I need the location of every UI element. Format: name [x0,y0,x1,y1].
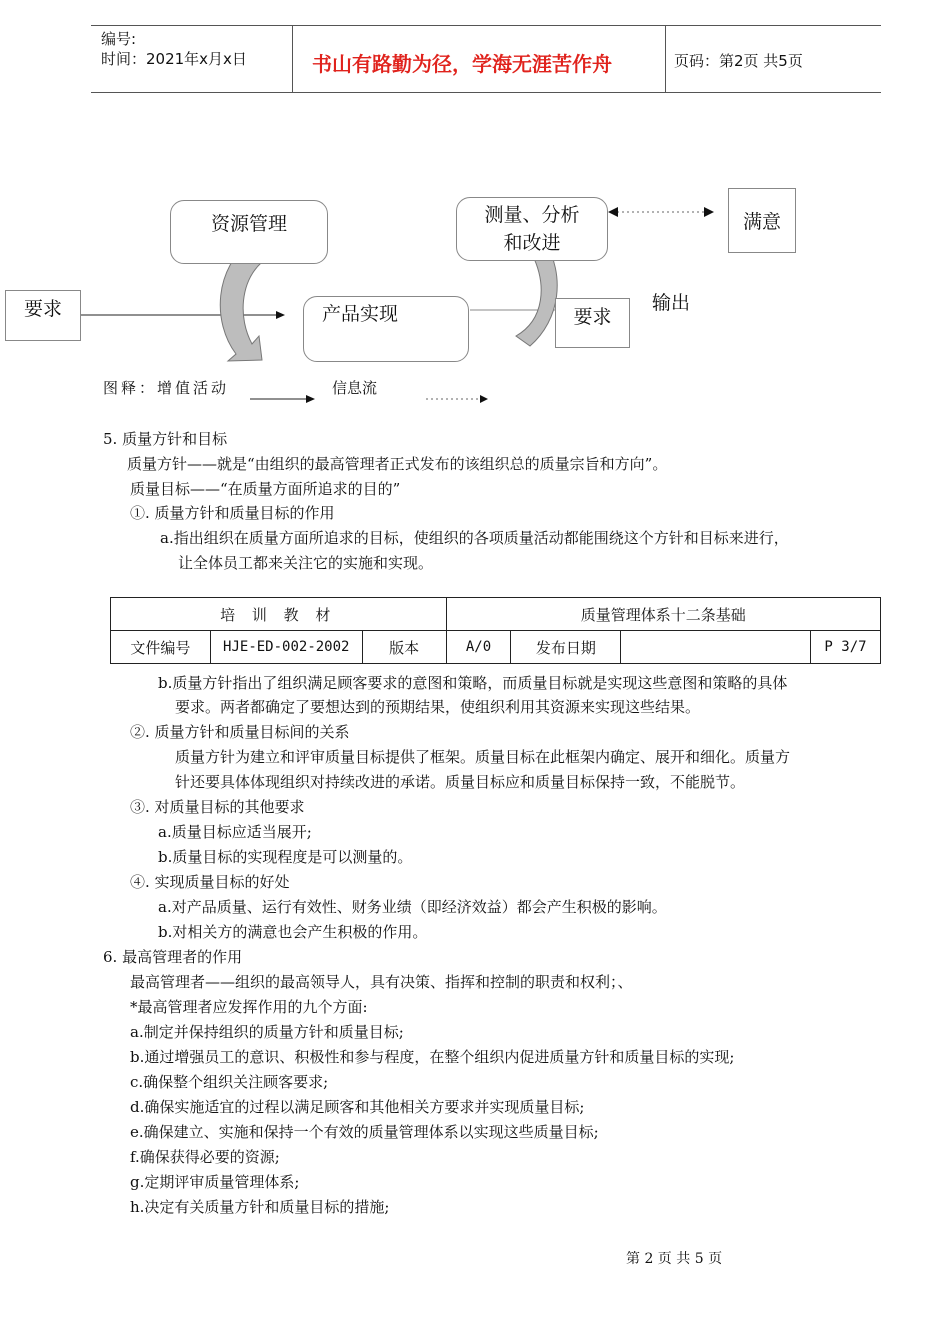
list-item: c.确保整个组织关注顾客要求; [130,1073,329,1091]
measurement-label-line2: 和改进 [503,232,561,254]
list-item: b.质量方针指出了组织满足顾客要求的意图和策略，而质量目标就是实现这些意图和策略的具体 [158,674,788,692]
list-item: h.决定有关质量方针和质量目标的措施; [130,1198,390,1216]
paragraph: 最高管理者——组织的最高领导人，具有决策、指挥和控制的职责和权利；、 [130,973,633,991]
legend-information-flow-label: 信息流 [332,379,378,397]
subsection-heading: ②. 质量方针和质量目标间的关系 [130,723,350,741]
table-doc-number: HJE-ED-002-2002 [210,631,362,664]
table-date [621,631,811,664]
list-item: a.质量目标应适当展开; [158,823,312,841]
legend-value-activity-label: 图释：增值活动 [103,379,230,397]
paragraph-continuation: 针还要具体体现组织对持续改进的承诺。质量目标应和质量目标保持一致，不能脱节。 [175,773,746,791]
subsection-heading: ③. 对质量目标的其他要求 [130,798,305,816]
table-date-label: 发布日期 [511,631,621,664]
table-version-label: 版本 [362,631,446,664]
section-heading: 6. 最高管理者的作用 [103,948,243,966]
list-item: e.确保建立、实施和保持一个有效的质量管理体系以实现这些质量目标; [130,1123,599,1141]
requirement-output-box [555,298,630,348]
satisfaction-box [728,188,796,253]
requirement-output-label: 要求 [573,306,612,328]
table-page: P 3/7 [811,631,881,664]
requirement-input-label: 要求 [23,298,62,320]
subsection-heading: ①. 质量方针和质量目标的作用 [130,504,335,522]
footer-page-number: 第 2 页 共 5 页 [626,1251,723,1267]
table-version: A/0 [446,631,511,664]
satisfaction-label: 满意 [742,211,781,233]
subsection-heading: ④. 实现质量目标的好处 [130,873,290,891]
resource-management-label: 资源管理 [210,213,287,235]
list-item: d.确保实施适宜的过程以满足顾客和其他相关方要求并实现质量目标; [130,1098,585,1116]
product-realization-label: 产品实现 [322,303,399,325]
resource-management-box [170,200,328,264]
paragraph: 质量目标——“在质量方面所追求的目的” [130,480,401,498]
list-item: a.对产品质量、运行有效性、财务业绩（即经济效益）都会产生积极的影响。 [158,898,667,916]
paragraph: 质量方针为建立和评审质量目标提供了框架。质量目标在此框架内确定、展开和细化。质量方 [175,748,791,766]
list-item: b.通过增强员工的意识、积极性和参与程度，在整个组织内促进质量方针和质量目标的实现; [130,1048,735,1066]
table-doc-number-label: 文件编号 [111,631,211,664]
table-training-material: 培 训 教 材 [111,598,447,631]
list-item: f.确保获得必要的资源; [130,1148,280,1166]
measurement-label-line1: 测量、分析 [484,204,580,226]
document-info-table [110,597,881,664]
list-item-continuation: 要求。两者都确定了要想达到的预期结果，使组织利用其资源来实现这些结果。 [175,698,701,716]
list-item: b.对相关方的满意也会产生积极的作用。 [158,923,428,941]
header-slogan: 书山有路勤为径，学海无涯苦作舟 [312,52,612,76]
requirement-input-box [5,290,81,341]
paragraph: 质量方针——就是“由组织的最高管理者正式发布的该组织总的质量宗旨和方向”。 [127,455,668,473]
list-item: a.制定并保持组织的质量方针和质量目标; [130,1023,404,1041]
section-heading: 5. 质量方针和目标 [103,430,228,448]
list-item: b.质量目标的实现程度是可以测量的。 [158,848,413,866]
document-time: 时间：2021年x月x日 [101,50,247,68]
list-item: g.定期评审质量管理体系; [130,1173,300,1191]
list-item-continuation: 让全体员工都来关注它的实施和实现。 [178,554,434,572]
list-item: a.指出组织在质量方面所追求的目标，使组织的各项质量活动都能围绕这个方针和目标来进行， [160,529,789,547]
document-code-label: 编号: [101,30,137,48]
output-label: 输出 [652,292,691,314]
product-realization-box [303,296,469,362]
measurement-analysis-box [456,197,608,261]
header-page-number: 页码：第2页 共5页 [674,52,803,70]
paragraph: *最高管理者应发挥作用的九个方面: [130,998,368,1016]
table-course-title: 质量管理体系十二条基础 [446,598,880,631]
